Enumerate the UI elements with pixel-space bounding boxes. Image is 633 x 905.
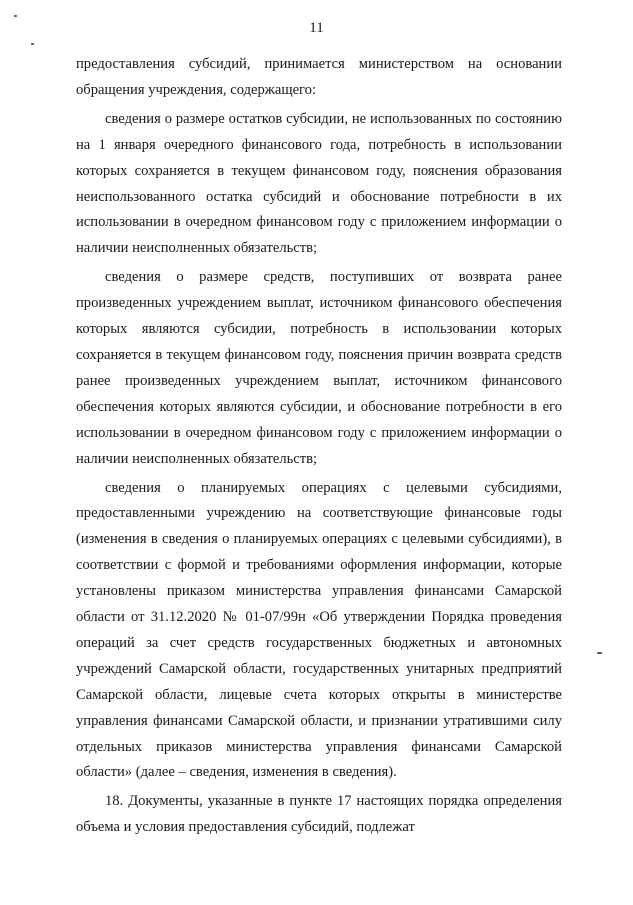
scan-speck xyxy=(597,652,602,654)
scan-speck xyxy=(14,15,17,17)
paragraph-item-18: 18. Документы, указанные в пункте 17 настоящих порядка определения объема и условия предоставления субсидий, подлежат xyxy=(76,793,562,836)
paragraph-unused-balance: сведения о размере остатков субсидии, не использованных по состоянию на 1 января очередного финансового года, потребность в использовании которых сохраняется в текущем финансовом году, пояснения образования неиспользованного остатка субсидий и обоснование потребности в их использовании в очередном финансовом году с приложением информации о наличии неисполненных обязательств; xyxy=(76,110,562,257)
document-body xyxy=(76,52,562,844)
paragraph-continuation: предоставления субсидий, принимается министерством на основании обращения учреждения, содержащего: xyxy=(76,56,562,98)
paragraph-returned-funds: сведения о размере средств, поступивших от возврата ранее произведенных учреждением выплат, источником финансового обеспечения которых являются субсидии, потребность в использовании которых сохраняется в текущем финансовом году, пояснения причин возврата средств ранее произведенных учреждением выплат, источником финансового обеспечения которых являются субсидии, и обоснование потребности в его использовании в очередном финансовом году с приложением информации о наличии неисполненных обязательств; xyxy=(76,269,562,467)
paragraph-planned-operations: сведения о планируемых операциях с целевыми субсидиями, предоставленными учреждению на соответствующие финансовые годы (изменения в сведения о планируемых операциях с целевыми субсидиями), в соответствии с формой и требованиями оформления информации, которые установлены приказом министерства управления финансами Самарской области от 31.12.2020 № 01-07/99н «Об утверждении Порядка проведения операций за счет средств государственных бюджетных и автономных учреждений Самарской области, государственных унитарных предприятий Самарской области, лицевые счета которых открыты в министерстве управления финансами Самарской области, и признании утратившими силу отдельных приказов министерства управления финансами Самарской области» (далее – сведения, изменения в сведения). xyxy=(76,479,562,781)
page-number: 11 xyxy=(309,20,324,36)
scan-speck xyxy=(31,43,34,45)
